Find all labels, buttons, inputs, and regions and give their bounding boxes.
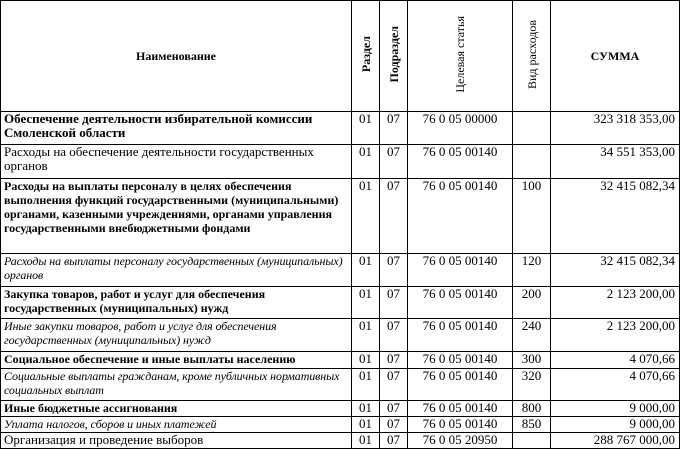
row-vid: 120: [513, 254, 551, 287]
row-podrazdel: 07: [380, 352, 408, 369]
row-name: Социальное обеспечение и иные выплаты населению: [1, 352, 352, 369]
row-vid: [513, 112, 551, 145]
row-sum: 34 551 353,00: [551, 145, 680, 179]
row-name: Закупка товаров, работ и услуг для обеспечения государственных (муниципальных) нужд: [1, 287, 352, 319]
row-razdel: 01: [352, 254, 380, 287]
row-sum: 2 123 200,00: [551, 287, 680, 319]
row-name: Организация и проведение выборов: [1, 433, 352, 449]
row-vid: 800: [513, 401, 551, 417]
row-podrazdel: 07: [380, 145, 408, 179]
row-razdel: 01: [352, 417, 380, 433]
row-razdel: 01: [352, 319, 380, 352]
header-vid: Вид расходов: [513, 1, 551, 112]
header-target: Целевая статья: [408, 1, 513, 112]
row-vid: 300: [513, 352, 551, 369]
row-target: 76 0 05 00140: [408, 179, 513, 254]
header-sum: СУММА: [551, 1, 680, 112]
row-target: 76 0 05 00140: [408, 287, 513, 319]
table-row: [1, 433, 680, 449]
row-razdel: 01: [352, 352, 380, 369]
row-podrazdel: 07: [380, 254, 408, 287]
row-podrazdel: 07: [380, 369, 408, 401]
row-podrazdel: 07: [380, 287, 408, 319]
row-razdel: 01: [352, 179, 380, 254]
row-razdel: 01: [352, 369, 380, 401]
row-razdel: 01: [352, 145, 380, 179]
row-podrazdel: 07: [380, 433, 408, 449]
row-razdel: 01: [352, 112, 380, 145]
row-podrazdel: 07: [380, 179, 408, 254]
row-vid: 200: [513, 287, 551, 319]
row-name: Расходы на выплаты персоналу в целях обеспечения выполнения функций государственными (муниципальными) органами, казенными учреждениями, органами управления государственными внебюджетными фондами: [1, 179, 352, 254]
row-razdel: 01: [352, 401, 380, 417]
row-podrazdel: 07: [380, 401, 408, 417]
row-name: Обеспечение деятельности избирательной комиссии Смоленской области: [1, 112, 352, 145]
table-row: [1, 417, 680, 433]
row-name: Расходы на выплаты персоналу государственных (муниципальных) органов: [1, 254, 352, 287]
row-vid: [513, 145, 551, 179]
table-row: [1, 287, 680, 319]
row-vid: 240: [513, 319, 551, 352]
row-sum: 32 415 082,34: [551, 254, 680, 287]
table-row: [1, 145, 680, 179]
header-row: [1, 1, 680, 112]
row-vid: 320: [513, 369, 551, 401]
row-target: 76 0 05 00000: [408, 112, 513, 145]
row-sum: 4 070,66: [551, 369, 680, 401]
row-name: Иные бюджетные ассигнования: [1, 401, 352, 417]
row-target: 76 0 05 00140: [408, 352, 513, 369]
row-target: 76 0 05 00140: [408, 319, 513, 352]
row-sum: 32 415 082,34: [551, 179, 680, 254]
header-podrazdel: Подраздел: [380, 1, 408, 112]
row-vid: 850: [513, 417, 551, 433]
row-sum: 323 318 353,00: [551, 112, 680, 145]
header-name: Наименование: [1, 1, 352, 112]
table-row: [1, 254, 680, 287]
row-target: 76 0 05 20950: [408, 433, 513, 449]
table-row: [1, 369, 680, 401]
table-row: [1, 112, 680, 145]
row-name: Расходы на обеспечение деятельности государственных органов: [1, 145, 352, 179]
row-sum: 288 767 000,00: [551, 433, 680, 449]
table-row: [1, 319, 680, 352]
row-razdel: 01: [352, 287, 380, 319]
row-podrazdel: 07: [380, 417, 408, 433]
row-target: 76 0 05 00140: [408, 254, 513, 287]
row-podrazdel: 07: [380, 319, 408, 352]
row-vid: 100: [513, 179, 551, 254]
row-razdel: 01: [352, 433, 380, 449]
row-name: Уплата налогов, сборов и иных платежей: [1, 417, 352, 433]
table-row: [1, 352, 680, 369]
header-razdel: Раздел: [352, 1, 380, 112]
row-target: 76 0 05 00140: [408, 401, 513, 417]
row-vid: [513, 433, 551, 449]
row-sum: 2 123 200,00: [551, 319, 680, 352]
row-target: 76 0 05 00140: [408, 145, 513, 179]
table-row: [1, 179, 680, 254]
row-podrazdel: 07: [380, 112, 408, 145]
row-sum: 9 000,00: [551, 417, 680, 433]
row-sum: 9 000,00: [551, 401, 680, 417]
row-target: 76 0 05 00140: [408, 417, 513, 433]
table-row: [1, 401, 680, 417]
row-target: 76 0 05 00140: [408, 369, 513, 401]
row-sum: 4 070,66: [551, 352, 680, 369]
row-name: Социальные выплаты гражданам, кроме публичных нормативных социальных выплат: [1, 369, 352, 401]
row-name: Иные закупки товаров, работ и услуг для обеспечения государственных (муниципальных) нужд: [1, 319, 352, 352]
